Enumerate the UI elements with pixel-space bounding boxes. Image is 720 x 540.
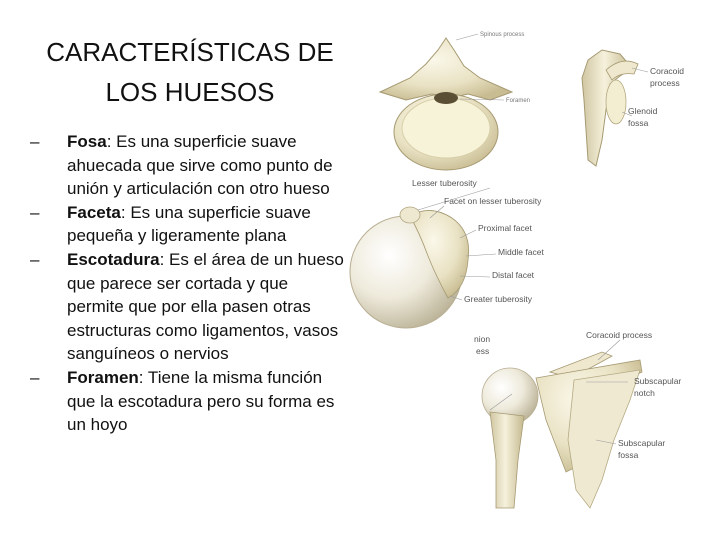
label-distal: Distal facet (492, 270, 535, 280)
def-line: : Es el área de un hueso (159, 249, 344, 269)
title-line-1: CARACTERÍSTICAS DE (46, 37, 334, 67)
def-line: pequeña y ligeramente plana (67, 226, 287, 246)
label-middle: Middle facet (498, 247, 544, 257)
def-line: sanguíneos o nervios (67, 344, 229, 364)
label-coracoid-process: Coracoid process (586, 330, 653, 340)
label-partial-2: ess (476, 346, 490, 356)
def-line: que la escotadura pero su forma es (67, 391, 335, 411)
bullet-foramen (30, 366, 375, 437)
label-facet-lesser: Facet on lesser tuberosity (444, 196, 542, 206)
def-line: ahuecada que sirve como punto de (67, 155, 333, 175)
def-line: unión y articulación con otro hueso (67, 179, 330, 199)
def-line: : Es una superficie suave (106, 132, 297, 151)
bullet-list (30, 130, 375, 437)
bone-illustration-svg (340, 20, 720, 520)
label-partial-1: nion (474, 334, 491, 344)
def-line: : Tiene la misma función (138, 367, 323, 387)
term-foramen: Foramen (67, 367, 139, 387)
def-line: un hoyo (67, 415, 128, 435)
def-line: permite que por ella pasen otras (67, 297, 311, 317)
label-subscap-fossa: Subscapular (618, 438, 666, 448)
label-subscap-notch-2: notch (634, 388, 655, 398)
bone-illustration (340, 20, 720, 520)
bullet-escotadura (30, 248, 375, 366)
term-fosa: Fosa (67, 132, 107, 151)
label-coracoid-2: process (650, 78, 680, 88)
label-foramen: Foramen (506, 98, 531, 104)
shoulder-joint-drawing (482, 352, 642, 508)
label-lesser-tub: Lesser tuberosity (412, 178, 477, 188)
def-line: : Es una superficie suave (120, 202, 311, 222)
term-faceta: Faceta (67, 202, 121, 222)
label-glenoid-2: fossa (628, 118, 649, 128)
title-line-2: LOS HUESOS (105, 77, 275, 107)
bullet-faceta (30, 201, 375, 248)
term-escotadura: Escotadura (67, 249, 160, 269)
vertebra-drawing (380, 38, 512, 170)
label-glenoid: Glenoid (628, 106, 658, 116)
label-subscap-notch: Subscapular (634, 376, 682, 386)
label-proximal: Proximal facet (478, 223, 532, 233)
label-greater: Greater tuberosity (464, 294, 533, 304)
label-subscap-fossa-2: fossa (618, 450, 639, 460)
def-line: que parece ser cortada y que (67, 273, 289, 293)
leader-spinous (456, 34, 478, 40)
slide-title (40, 32, 340, 112)
label-coracoid: Coracoid (650, 66, 685, 76)
bullet-fosa (30, 130, 375, 201)
def-line: estructuras como ligamentos, vasos (67, 320, 339, 340)
label-spinous: Spinous process (480, 32, 525, 38)
leader-middle (466, 254, 496, 256)
